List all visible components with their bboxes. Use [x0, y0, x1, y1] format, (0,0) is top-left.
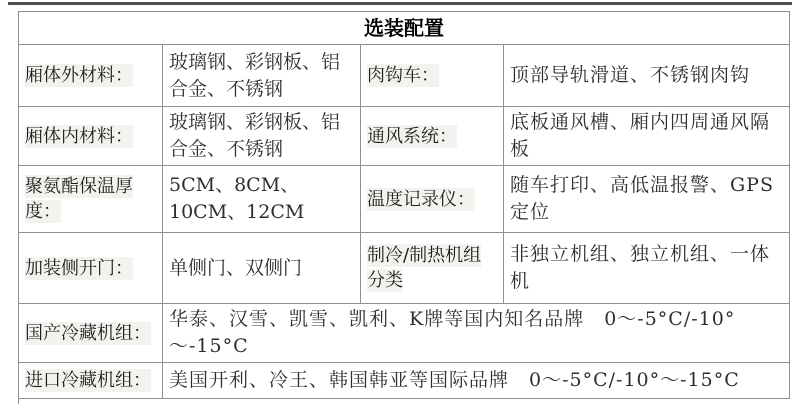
- optional-configuration-table: [18, 11, 790, 399]
- table-title: 选装配置: [19, 12, 790, 45]
- label-cell-temperature-recorder: [361, 166, 504, 233]
- label-cell-exterior-material: [19, 45, 163, 107]
- table-header-row: [19, 12, 790, 45]
- label-text: 加装侧开门：: [25, 257, 133, 279]
- value-cell-imported-unit: 美国开利、冷王、韩国韩亚等国际品牌 0～-5°C/-10°～-15°C: [163, 363, 790, 399]
- top-divider-rule: [8, 2, 792, 5]
- value-cell-exterior-material: 玻璃钢、彩钢板、铝合金、不锈钢: [163, 45, 361, 107]
- label-text: 国产冷藏机组：: [25, 322, 151, 344]
- label-text: 温度记录仪：: [367, 188, 475, 210]
- label-cell-refrigeration-unit-type: [361, 233, 504, 304]
- label-text: 肉钩车：: [367, 65, 439, 87]
- label-text: 制冷/制热机组分类: [367, 244, 482, 292]
- label-cell-interior-material: [19, 107, 163, 166]
- value-cell-refrigeration-unit-type: 非独立机组、独立机组、一体机: [504, 233, 790, 304]
- value-cell-side-door: 单侧门、双侧门: [163, 233, 361, 304]
- label-cell-domestic-unit: [19, 304, 163, 363]
- value-cell-ventilation: 底板通风槽、厢内四周通风隔板: [504, 107, 790, 166]
- table-row: [19, 363, 790, 399]
- label-cell-insulation-thickness: [19, 166, 163, 233]
- label-cell-meat-hook: [361, 45, 504, 107]
- label-cell-ventilation: [361, 107, 504, 166]
- table-row: [19, 107, 790, 166]
- value-cell-interior-material: 玻璃钢、彩钢板、铝合金、不锈钢: [163, 107, 361, 166]
- label-text: 进口冷藏机组：: [25, 369, 151, 391]
- label-text: 厢体内材料：: [25, 125, 133, 147]
- table-row: [19, 304, 790, 363]
- value-cell-insulation-thickness: 5CM、8CM、10CM、12CM: [163, 166, 361, 233]
- label-text: 通风系统：: [367, 125, 457, 147]
- value-cell-meat-hook: 顶部导轨滑道、不锈钢肉钩: [504, 45, 790, 107]
- label-text: 厢体外材料：: [25, 65, 133, 87]
- value-cell-domestic-unit: 华泰、汉雪、凯雪、凯利、K牌等国内知名品牌 0～-5°C/-10°～-15°C: [163, 304, 790, 363]
- cropped-next-row-border: [18, 393, 19, 404]
- table-row: [19, 45, 790, 107]
- label-cell-imported-unit: [19, 363, 163, 399]
- label-text: 聚氨酯保温厚度：: [25, 175, 133, 223]
- label-cell-side-door: [19, 233, 163, 304]
- table-row: [19, 233, 790, 304]
- value-cell-temperature-recorder: 随车打印、高低温报警、GPS定位: [504, 166, 790, 233]
- table-row: [19, 166, 790, 233]
